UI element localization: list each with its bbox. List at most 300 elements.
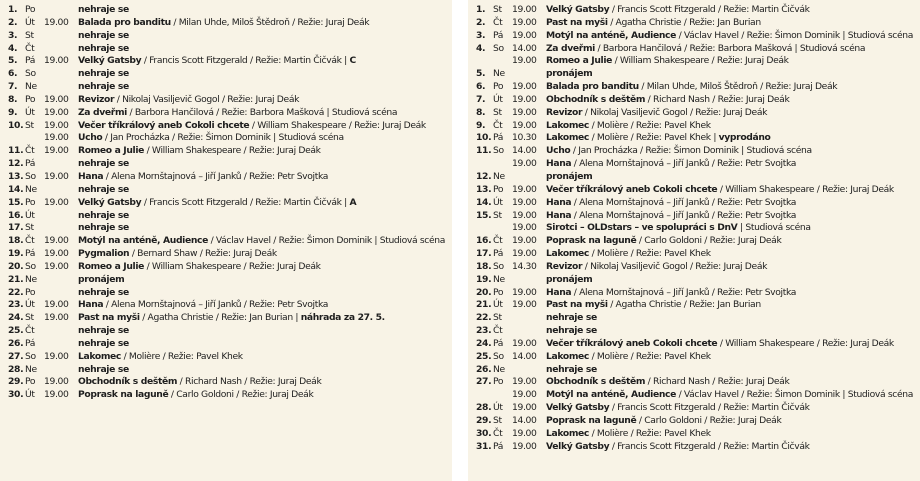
weekday: So [25,260,36,272]
weekday: So [25,170,36,182]
weekday: Po [25,93,36,105]
schedule-row [476,248,920,261]
day-number: 6. [476,81,486,93]
schedule-row [476,55,920,68]
day-number: 29. [8,376,24,388]
day-number: 5. [476,68,486,80]
show-credits: / Carlo Goldoni / Režie: Juraj Deák [636,415,782,426]
show-time: 19.00 [44,119,69,131]
show-title: Past na myši [78,312,140,324]
show-credits: / Alena Mornštajnová – Jiří Janků / Režie: Petr Svojtka [103,299,329,311]
weekday: Čt [493,16,503,28]
show-title: Balada pro banditu [546,81,639,93]
show-title: nehraje se [78,363,129,375]
show-title: Lakomec [546,248,590,260]
day-number: 26. [8,337,24,349]
schedule-row [8,210,452,223]
weekday: Čt [493,119,503,131]
schedule-row [8,351,452,364]
weekday: Po [25,4,36,15]
show-title: Pygmalion [78,248,130,260]
schedule-row [8,325,452,338]
weekday: Po [25,286,36,298]
show-time: 19.00 [44,376,69,388]
day-number: 22. [476,312,492,324]
day-number: 19. [476,273,492,285]
show-time: 19.00 [512,4,537,15]
show-title: Lakomec [546,350,590,362]
show-title: Motýl na anténě, Audience [78,235,209,247]
day-number: 20. [8,260,24,272]
weekday: Ne [493,68,505,80]
weekday: So [25,68,36,80]
weekday: Čt [25,235,35,247]
weekday: St [25,29,34,41]
schedule-row [8,145,452,158]
show-time: 19.00 [44,93,69,105]
show-title: nehraje se [78,337,129,349]
show-title: Ucho [546,145,571,157]
show-time: 14.00 [512,415,537,426]
schedule-row [476,428,920,441]
show-time: 19.00 [44,350,69,362]
day-number: 8. [476,106,486,118]
weekday: Pá [493,248,504,260]
show-time: 19.00 [44,55,69,67]
show-time: 19.00 [44,132,69,144]
show-note: A [349,196,357,208]
show-credits: / Nikolaj Vasiljevič Gogol / Režie: Juraj Deák [114,93,300,105]
day-number: 13. [8,170,24,182]
weekday: So [493,145,504,157]
weekday: Út [25,299,35,311]
show-credits: / Václav Havel / Režie: Šimon Dominik | Studiová scéna [676,29,914,41]
show-credits: / Molière / Režie: Pavel Khek | [589,132,719,144]
schedule-row [8,261,452,274]
show-title: pronájem [546,273,593,285]
day-number: 21. [8,273,24,285]
weekday: Út [493,402,503,414]
weekday: St [493,106,502,118]
show-credits: / Barbora Hančilová / Režie: Barbora Mašková | Studiová scéna [594,42,866,54]
show-title: Past na myši [546,16,608,28]
day-number: 18. [8,235,24,247]
show-credits: / Alena Mornštajnová – Jiří Janků / Režie: Petr Svojtka [571,196,797,208]
day-number: 28. [8,363,24,375]
show-credits: / William Shakespeare / Režie: Juraj Deák [612,55,789,67]
show-time: 19.00 [512,440,537,452]
show-credits: / Molière / Režie: Pavel Khek [121,350,243,362]
show-title: Za dveřmi [78,106,127,118]
day-number: 23. [8,299,24,311]
show-note: C [349,55,356,67]
day-number: 16. [476,235,492,247]
day-number: 14. [476,196,492,208]
show-time: 19.00 [512,299,537,311]
show-credits: / Molière / Režie: Pavel Khek [589,427,711,439]
show-title: Sirotci – OLDstars – ve spolupráci s DnV [546,222,738,234]
show-time: 14.00 [512,42,537,54]
day-number: 10. [8,119,24,131]
weekday: So [25,350,36,362]
schedule-row [476,364,920,377]
weekday: Út [25,389,35,401]
day-number: 4. [476,42,486,54]
show-title: Motýl na anténě, Audience [546,29,677,41]
day-number: 7. [8,81,18,93]
day-number: 17. [8,222,24,234]
show-credits: / Francis Scott Fitzgerald / Režie: Martin Čičvák | [141,55,350,67]
schedule-row [476,415,920,428]
show-time: 19.00 [512,81,537,93]
show-title: Hana [78,299,104,311]
show-credits: / Francis Scott Fitzgerald / Režie: Martin Čičvák [609,4,810,15]
day-number: 29. [476,415,492,426]
weekday: Pá [493,337,504,349]
schedule-row [8,171,452,184]
day-number: 19. [8,248,24,260]
day-number: 20. [476,286,492,298]
day-number: 30. [8,389,24,401]
show-time: 19.00 [512,183,537,195]
schedule-row [8,55,452,68]
day-number: 4. [8,42,18,54]
weekday: Ne [25,183,37,195]
schedule-row [8,389,452,402]
schedule-row [476,17,920,30]
show-credits: / Carlo Goldoni / Režie: Juraj Deák [636,235,782,247]
show-credits: / Richard Nash / Režie: Juraj Deák [177,376,322,388]
show-time: 19.00 [512,16,537,28]
show-title: Velký Gatsby [546,402,610,414]
show-time: 19.00 [512,106,537,118]
show-credits: / Václav Havel / Režie: Šimon Dominik | Studiová scéna [208,235,446,247]
show-credits: / Francis Scott Fitzgerald / Režie: Martin Čičvák | [141,196,350,208]
show-title: nehraje se [78,286,129,298]
show-title: nehraje se [546,325,597,337]
day-number: 12. [8,158,24,170]
show-time: 19.00 [44,196,69,208]
schedule-row [476,222,920,235]
schedule-row [476,68,920,81]
show-title: Obchodník s deštěm [78,376,178,388]
show-credits: / Milan Uhde, Miloš Štědroň / Režie: Juraj Deák [170,16,370,28]
show-title: Lakomec [546,119,590,131]
show-title: Obchodník s deštěm [546,376,646,388]
day-number: 21. [476,299,492,311]
day-number: 18. [476,260,492,272]
day-number: 12. [476,170,492,182]
show-credits: / Francis Scott Fitzgerald / Režie: Martin Čičvák [609,402,810,414]
show-title: nehraje se [78,29,129,41]
schedule-row [476,325,920,338]
show-credits: / Barbora Hančilová / Režie: Barbora Mašková | Studiová scéna [126,106,398,118]
schedule-row [8,248,452,261]
show-credits: / William Shakespeare / Režie: Juraj Deák [144,260,321,272]
schedule-row [476,441,920,454]
show-title: Lakomec [546,132,590,144]
day-number: 25. [476,350,492,362]
weekday: Čt [25,42,35,54]
show-credits: / Agatha Christie / Režie: Jan Burian | [139,312,301,324]
weekday: St [493,209,502,221]
schedule-row [476,210,920,223]
show-title: Lakomec [546,427,590,439]
schedule-row [8,132,452,145]
show-time: 19.00 [44,312,69,324]
weekday: So [493,42,504,54]
show-credits: / Alena Mornštajnová – Jiří Janků / Režie: Petr Svojtka [571,286,797,298]
schedule-panel-left [0,0,452,481]
weekday: Čt [493,235,503,247]
weekday: Ne [493,273,505,285]
show-credits: / William Shakespeare / Režie: Juraj Deák [717,337,894,349]
day-number: 11. [8,145,24,157]
schedule-row [8,43,452,56]
show-time: 19.00 [512,376,537,388]
weekday: Čt [493,325,503,337]
day-number: 1. [476,4,486,15]
show-title: Romeo a Julie [546,55,613,67]
show-title: nehraje se [546,312,597,324]
schedule-list-right [476,4,920,454]
schedule-row [476,158,920,171]
schedule-row [8,4,452,17]
weekday: Čt [493,427,503,439]
schedule-row [476,287,920,300]
show-title: nehraje se [78,325,129,337]
show-title: Hana [546,286,572,298]
show-title: Revizor [78,93,115,105]
schedule-row [476,132,920,145]
show-title: Večer tříkrálový aneb Cokoli chcete [546,337,718,349]
show-title: Revizor [546,106,583,118]
weekday: St [493,415,502,426]
show-credits: / Alena Mornštajnová – Jiří Janků / Režie: Petr Svojtka [103,170,329,182]
show-credits: / Jan Procházka / Režie: Šimon Dominik | Studiová scéna [570,145,812,157]
schedule-row [476,43,920,56]
weekday: Po [493,81,504,93]
show-time: 19.00 [512,93,537,105]
weekday: Po [493,183,504,195]
weekday: Út [25,209,35,221]
show-time: 19.00 [44,389,69,401]
show-time: 14.30 [512,260,537,272]
schedule-row [476,120,920,133]
show-time: 19.00 [44,106,69,118]
weekday: St [493,4,502,15]
weekday: Pá [493,132,504,144]
show-title: Ucho [78,132,103,144]
weekday: Po [493,376,504,388]
weekday: St [25,119,34,131]
schedule-row [476,338,920,351]
schedule-row [476,351,920,364]
weekday: Pá [25,55,36,67]
schedule-row [8,376,452,389]
show-title: Romeo a Julie [78,145,145,157]
weekday: Pá [25,248,36,260]
schedule-row [8,184,452,197]
weekday: Út [493,196,503,208]
schedule-row [8,68,452,81]
show-credits: / Carlo Goldoni / Režie: Juraj Deák [168,389,314,401]
show-title: Večer tříkrálový aneb Cokoli chcete [78,119,250,131]
day-number: 8. [8,93,18,105]
day-number: 27. [476,376,492,388]
show-credits: / Alena Mornštajnová – Jiří Janků / Režie: Petr Svojtka [571,209,797,221]
day-number: 7. [476,93,486,105]
show-title: nehraje se [546,363,597,375]
show-title: nehraje se [78,4,129,15]
day-number: 16. [8,209,24,221]
day-number: 9. [8,106,18,118]
schedule-row [8,197,452,210]
show-time: 19.00 [512,209,537,221]
day-number: 23. [476,325,492,337]
show-time: 19.00 [512,55,537,67]
schedule-row [8,274,452,287]
show-note: vyprodáno [718,132,771,144]
show-time: 19.00 [44,16,69,28]
day-number: 10. [476,132,492,144]
show-title: Poprask na laguně [546,235,637,247]
weekday: Út [493,93,503,105]
schedule-row [476,299,920,312]
weekday: Čt [25,145,35,157]
weekday: Ne [493,363,505,375]
show-time: 19.00 [512,248,537,260]
show-time: 19.00 [44,248,69,260]
show-credits: / Nikolaj Vasiljevič Gogol / Režie: Juraj Deák [582,106,768,118]
show-title: Hana [78,170,104,182]
day-number: 17. [476,248,492,260]
schedule-row [476,4,920,17]
schedule-row [8,120,452,133]
schedule-row [476,145,920,158]
weekday: Po [493,286,504,298]
show-time: 19.00 [512,29,537,41]
day-number: 2. [476,16,486,28]
schedule-row [476,184,920,197]
show-time: 19.00 [44,235,69,247]
show-time: 19.00 [512,158,537,170]
show-credits: / Richard Nash / Režie: Juraj Deák [645,376,790,388]
schedule-row [8,299,452,312]
show-time: 19.00 [512,427,537,439]
show-note: náhrada za 27. 5. [300,312,385,324]
show-credits: / Agatha Christie / Režie: Jan Burian [607,16,761,28]
show-title: Past na myši [546,299,608,311]
schedule-row [476,81,920,94]
day-number: 28. [476,402,492,414]
show-credits: / Molière / Režie: Pavel Khek [589,248,711,260]
schedule-row [476,235,920,248]
show-title: pronájem [546,68,593,80]
show-credits: / Francis Scott Fitzgerald / Režie: Martin Čičvák [609,440,810,452]
day-number: 14. [8,183,24,195]
show-title: Lakomec [78,350,122,362]
day-number: 30. [476,427,492,439]
schedule-row [8,94,452,107]
schedule-row [8,222,452,235]
show-title: Večer tříkrálový aneb Cokoli chcete [546,183,718,195]
weekday: Út [493,299,503,311]
show-time: 19.00 [512,402,537,414]
show-title: pronájem [78,273,125,285]
show-time: 19.00 [512,389,537,401]
day-number: 3. [476,29,486,41]
day-number: 15. [8,196,24,208]
schedule-row [8,107,452,120]
weekday: So [493,350,504,362]
show-title: pronájem [546,170,593,182]
schedule-row [476,376,920,389]
schedule-row [476,94,920,107]
day-number: 1. [8,4,18,15]
show-time: 19.00 [512,196,537,208]
show-credits: / William Shakespeare / Režie: Juraj Deák [717,183,894,195]
show-credits: / Václav Havel / Režie: Šimon Dominik | Studiová scéna [676,389,914,401]
schedule-row [8,287,452,300]
day-number: 26. [476,363,492,375]
show-credits: / William Shakespeare / Režie: Juraj Deák [249,119,426,131]
show-title: Poprask na laguně [78,389,169,401]
day-number: 31. [476,440,492,452]
show-title: nehraje se [78,183,129,195]
schedule-row [476,389,920,402]
show-title: nehraje se [78,222,129,234]
schedule-row [8,81,452,94]
show-time: 19.00 [44,170,69,182]
day-number: 22. [8,286,24,298]
show-time: 19.00 [512,222,537,234]
show-credits: / Nikolaj Vasiljevič Gogol / Režie: Juraj Deák [582,260,768,272]
show-credits: / Molière / Režie: Pavel Khek [589,119,711,131]
show-title: Motýl na anténě, Audience [546,389,677,401]
show-time: 19.00 [44,260,69,272]
schedule-row [8,235,452,248]
show-credits: / William Shakespeare / Režie: Juraj Deák [144,145,321,157]
weekday: Pá [25,158,36,170]
weekday: Pá [493,440,504,452]
schedule-row [8,30,452,43]
show-title: Hana [546,196,572,208]
show-title: nehraje se [78,42,129,54]
show-title: Revizor [546,260,583,272]
schedule-list-left [8,4,452,402]
show-credits: | Studiová scéna [737,222,811,234]
weekday: Pá [493,29,504,41]
show-time: 19.00 [512,337,537,349]
weekday: Pá [25,337,36,349]
day-number: 11. [476,145,492,157]
show-title: Velký Gatsby [546,440,610,452]
weekday: St [25,222,34,234]
show-credits: / Molière / Režie: Pavel Khek [589,350,711,362]
show-time: 19.00 [44,299,69,311]
schedule-row [476,197,920,210]
weekday: Ne [25,273,37,285]
day-number: 5. [8,55,18,67]
show-title: Hana [546,209,572,221]
day-number: 13. [476,183,492,195]
show-title: nehraje se [78,209,129,221]
schedule-row [8,338,452,351]
show-credits: / Milan Uhde, Miloš Štědroň / Režie: Juraj Deák [638,81,838,93]
show-time: 14.00 [512,350,537,362]
weekday: Po [25,376,36,388]
